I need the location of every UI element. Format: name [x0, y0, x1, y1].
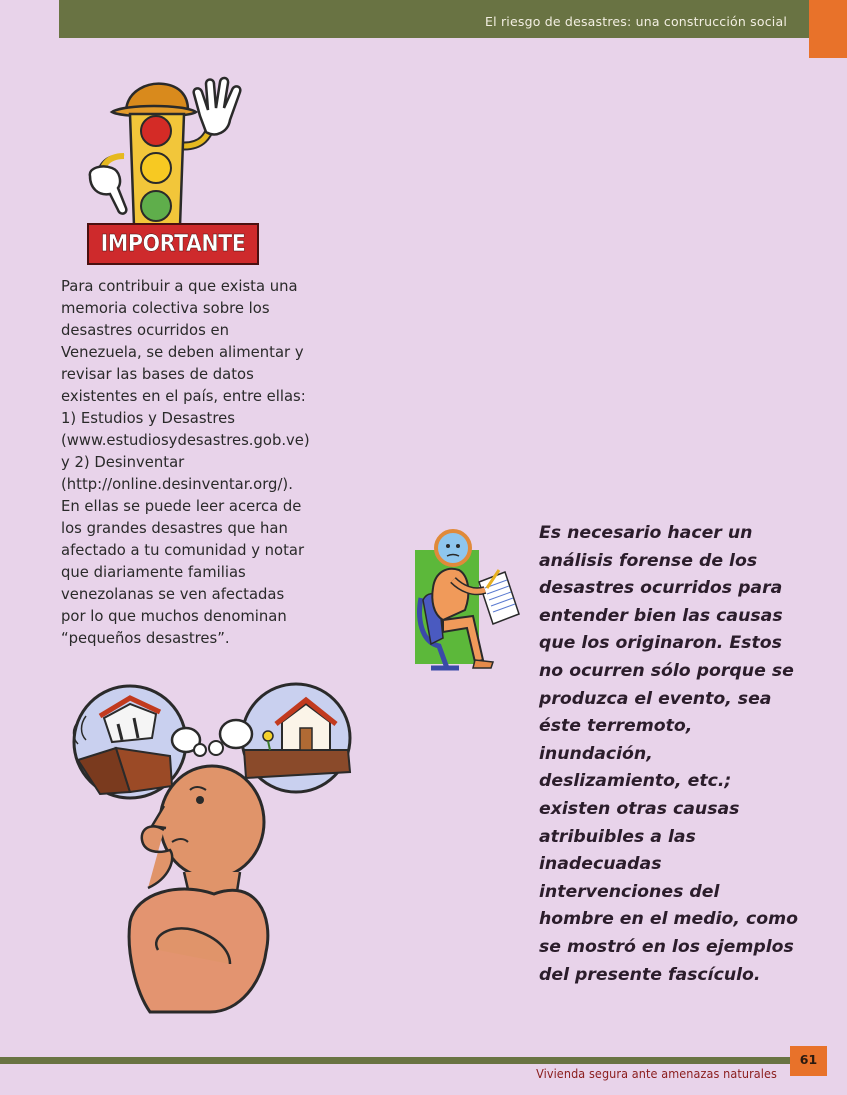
sidebar-paragraph: Para contribuir a que exista una memoria colectiva sobre los desastres ocurridos en Venezuela, se deben alimentar y revisar las bases de datos existentes en el país, entre ellas: 1) Estudios y Desastres (www.estudiosydesastres.gob.ve) y 2) Desinventar (http://online.desinventar.org/). En ellas se puede leer acerca de los grandes desastres que han afectado a tu comunidad y notar que diariamente familias venezolanas se ven afectadas por lo que muchos denominan “pequeños desastres”.	[61, 278, 310, 647]
book-title: Vivienda segura ante amenazas naturales	[536, 1066, 777, 1081]
thinking-person-illustration	[60, 682, 360, 1015]
footer-bar	[0, 1057, 790, 1064]
person-writing-notes-illustration	[413, 528, 523, 676]
important-label: IMPORTANTE	[87, 223, 259, 265]
page-number: 61	[790, 1046, 827, 1076]
main-paragraph: Es necesario hacer un análisis forense de los desastres ocurridos para entender bien las causas que los originaron. Estos no ocurren sólo porque se produzca el evento, sea éste terremoto, inundación, deslizamiento, etc.; existen otras causas atribuibles a las inadecuadas intervenciones del hombre en el medio, como se mostró en los ejemplos del presente fascículo.	[539, 523, 798, 985]
header-bar	[59, 0, 829, 38]
section-title: El riesgo de desastres: una construcción social	[485, 14, 787, 29]
header-accent-tab	[809, 0, 847, 58]
